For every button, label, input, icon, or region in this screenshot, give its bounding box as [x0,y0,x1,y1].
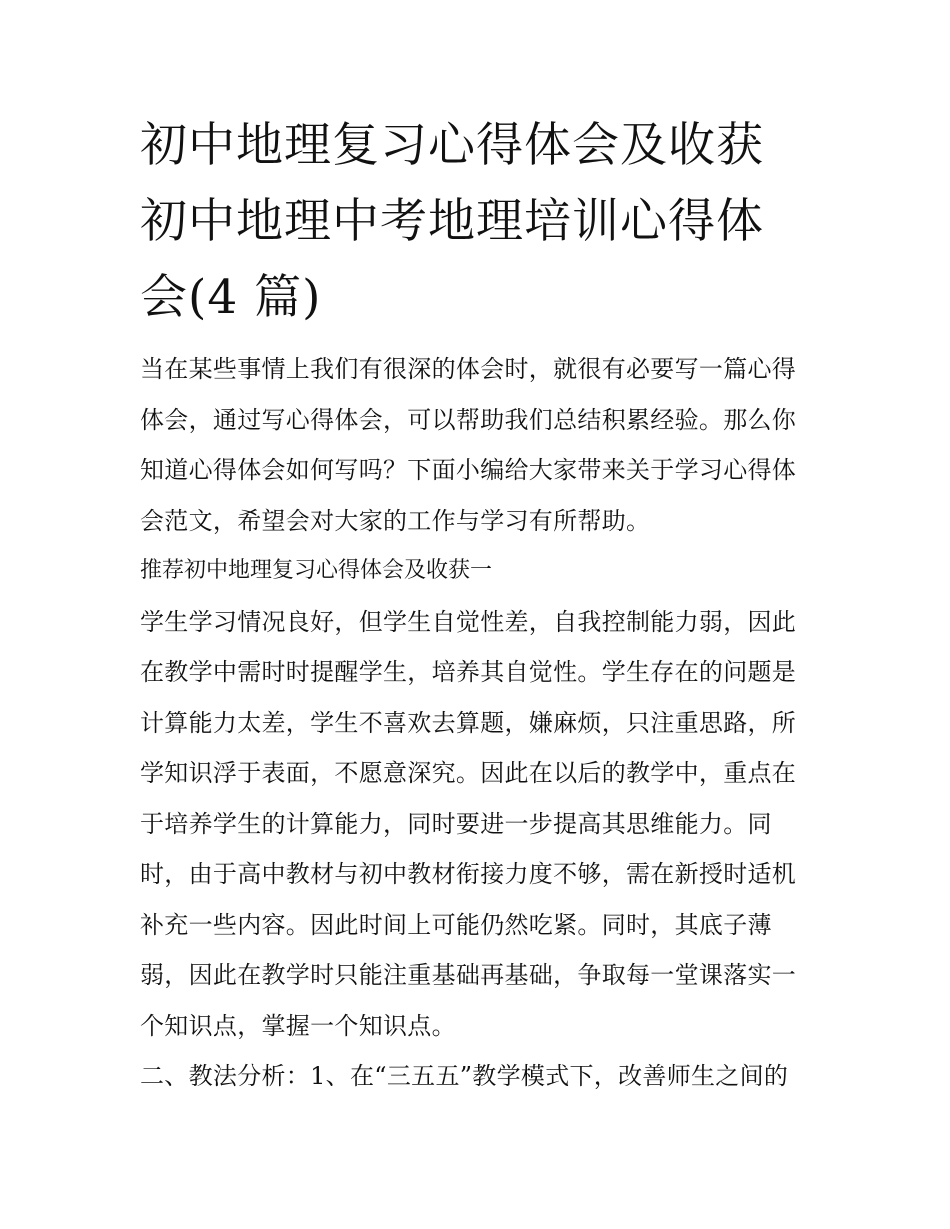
paragraph-line: 个知识点，掌握一个知识点。 [140,1011,456,1040]
paragraph-line: 二、教法分析：1、在“三五五”教学模式下，改善师生之间的 [140,1062,789,1090]
paragraph-line: 补充一些内容。因此时间上可能仍然吃紧。同时，其底子薄 [140,910,772,939]
paragraph-line: 于培养学生的计算能力，同时要进一步提高其思维能力。同 [140,809,772,838]
paragraph-line: 体会，通过写心得体会，可以帮助我们总结积累经验。那么你 [140,405,797,434]
title-line: 初中地理复习心得体会及收获 [140,118,764,173]
title-line: 会(4 篇) [140,270,322,325]
paragraph-line: 计算能力太差，学生不喜欢去算题，嫌麻烦，只注重思路，所 [140,708,797,737]
paragraph-line: 弱，因此在教学时只能注重基础再基础，争取每一堂课落实一 [140,961,797,989]
paragraph-line: 在教学中需时时提醒学生，培养其自觉性。学生存在的问题是 [140,658,797,686]
method-paragraph [140,1051,820,1102]
body-paragraph [140,597,820,1052]
paragraph-line: 学生学习情况良好，但学生自觉性差，自我控制能力弱，因此 [140,607,797,636]
title-line: 初中地理中考地理培训心得体 [140,194,764,249]
intro-paragraph [140,344,820,546]
paragraph-line: 时，由于高中教材与初中教材衔接力度不够，需在新授时适机 [140,860,797,888]
paragraph-line: 学知识浮于表面，不愿意深究。因此在以后的教学中，重点在 [140,759,797,787]
paragraph-line: 当在某些事情上我们有很深的体会时，就很有必要写一篇心得 [140,355,797,383]
document-title [140,108,820,336]
section-heading: 推荐初中地理复习心得体会及收获一 [140,558,493,583]
paragraph-line: 知道心得体会如何写吗？下面小编给大家带来关于学习心得体 [140,456,797,484]
paragraph-line: 会范文，希望会对大家的工作与学习有所帮助。 [140,506,651,535]
document-content [140,108,820,1102]
